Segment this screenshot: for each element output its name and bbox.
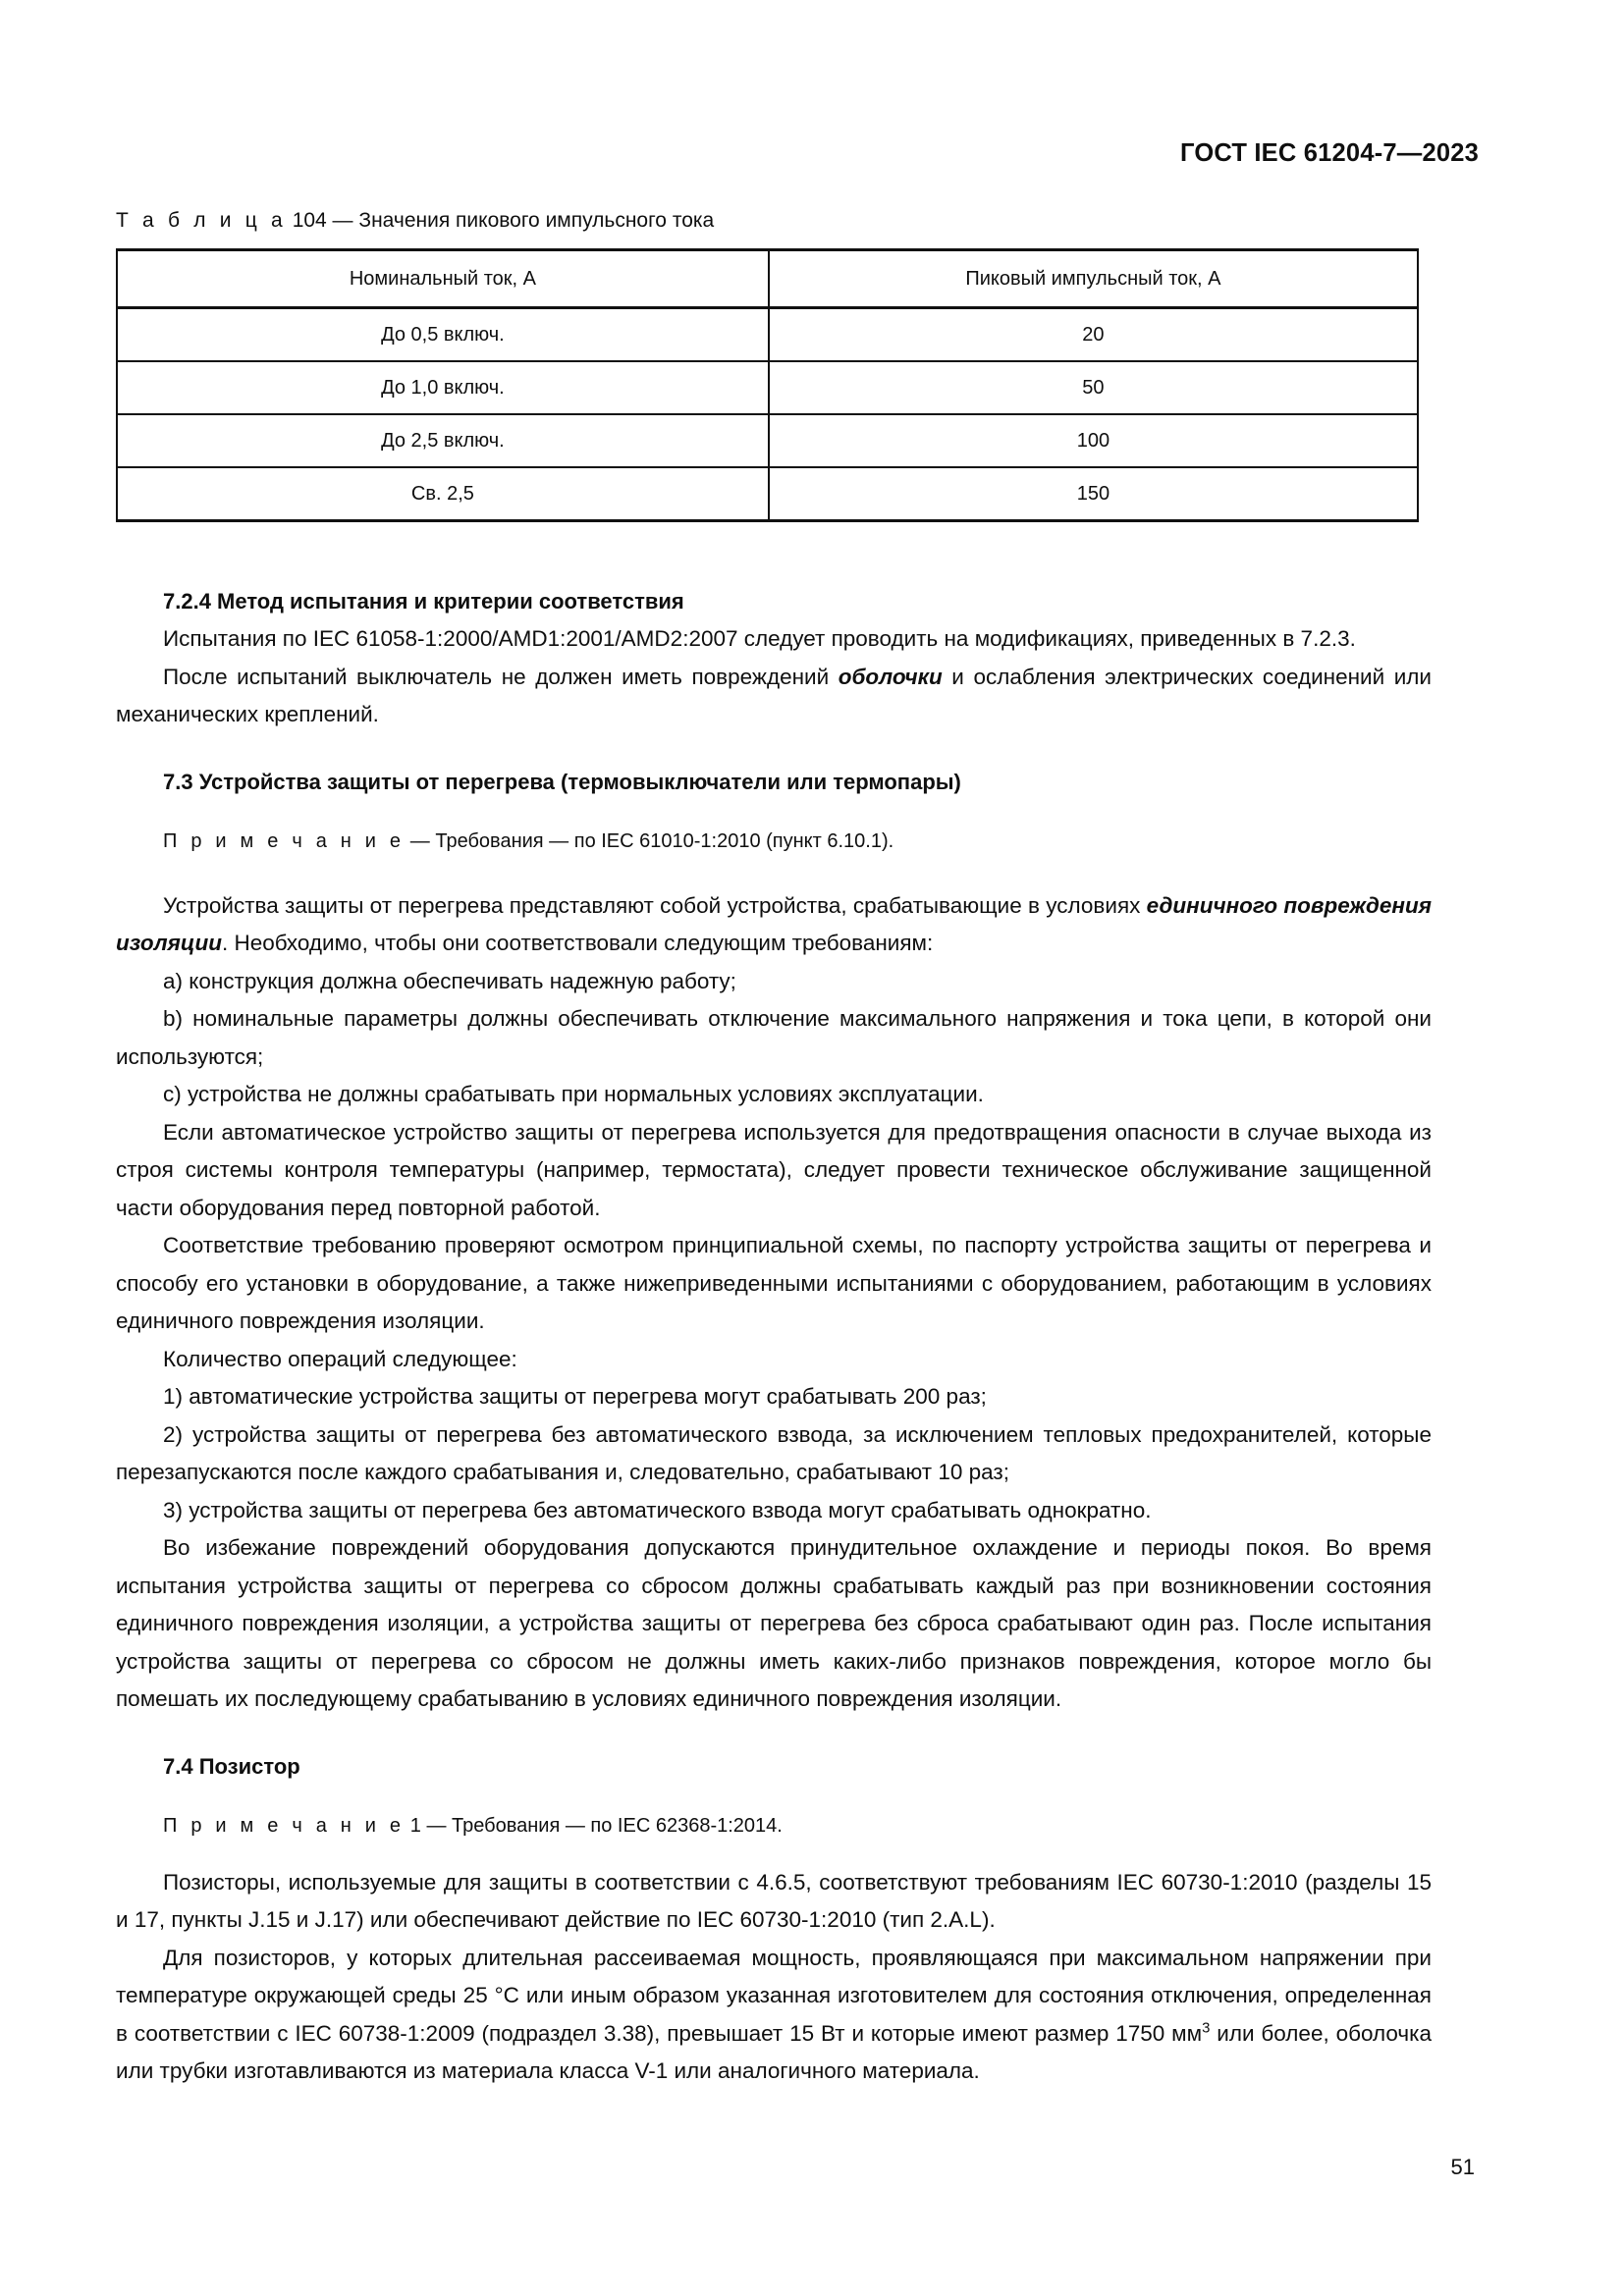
paragraph-7-4-2 xyxy=(116,1940,1432,2091)
note-label: П р и м е ч а н и е xyxy=(163,829,406,852)
paragraph-7-3-3: Соответствие требованию проверяют осмотром принципиальной схемы, по паспорту устройства защиты от перегрева и способу его установки в оборудование, а также нижеприведенными испытаниями с оборудованием, работающим в условиях единичного повреждения изоляции. xyxy=(116,1233,1432,1333)
note-label: П р и м е ч а н и е xyxy=(163,1814,406,1837)
cell-peak-pulse-current: 50 xyxy=(769,361,1418,414)
cell-peak-pulse-current: 150 xyxy=(769,467,1418,521)
table-row xyxy=(117,308,1418,362)
heading-7-3: 7.3 Устройства защиты от перегрева (термовыключатели или термопары) xyxy=(163,769,961,794)
table-header-row xyxy=(117,250,1418,308)
note-7-3 xyxy=(116,825,1432,858)
paragraph-7-3-1-part1: Устройства защиты от перегрева представляют собой устройства, срабатывающие в условиях xyxy=(163,892,1147,918)
heading-7-4: 7.4 Позистор xyxy=(163,1753,300,1779)
cell-rated-current: До 2,5 включ. xyxy=(117,414,769,467)
list-item-2: 2) устройства защиты от перегрева без автоматического взвода, за исключением тепловых предохранителей, которые перезапускаются после каждого срабатывания и, следовательно, срабатывают 10 раз; xyxy=(116,1421,1432,1484)
cell-rated-current: Св. 2,5 xyxy=(117,467,769,521)
paragraph-7-3-1 xyxy=(116,887,1432,963)
note-text: — Требования — по IEC 61010-1:2010 (пункт 6.10.1). xyxy=(405,829,894,852)
paragraph-7-3-1-part2: . Необходимо, чтобы они соответствовали следующим требованиям: xyxy=(221,931,934,955)
paragraph-7-3-2: Если автоматическое устройство защиты от перегрева используется для предотвращения опасности в случае выхода из строя системы контроля температуры (например, термостата), следует провести техническое обслуживание защищенной части оборудования перед повторной работой. xyxy=(116,1119,1432,1220)
note-7-4 xyxy=(116,1809,1432,1842)
emphasis-single-insulation-fault: единичного повреждения изоляции xyxy=(116,892,1432,955)
cell-peak-pulse-current: 20 xyxy=(769,308,1418,362)
paragraph-7-4-2-part1: Для позисторов, у которых длительная рассеиваемая мощность, проявляющаяся при максимальном напряжении при температуре окружающей среды 25 °C или иным образом указанная изготовителем для состояния отключения, определенная в соответствии с IEC 60738-1:2009 (подраздел 3.38), превышает 15 Вт и которые имеют размер 1750 мм xyxy=(116,1945,1432,2046)
table-row xyxy=(117,361,1418,414)
list-item-c: c) устройства не должны срабатывать при нормальных условиях эксплуатации. xyxy=(163,1082,984,1106)
list-item-b: b) номинальные параметры должны обеспечивать отключение максимального напряжения и тока цепи, в которой они используются; xyxy=(116,1006,1432,1069)
page-content xyxy=(116,209,1432,2091)
note-text: 1 — Требования — по IEC 62368-1:2014. xyxy=(405,1814,783,1837)
paragraph-7-3-4: Количество операций следующее: xyxy=(163,1346,517,1371)
page-number: 51 xyxy=(1450,2155,1475,2179)
column-header-peak-pulse-current: Пиковый импульсный ток, А xyxy=(769,250,1418,308)
cell-peak-pulse-current: 100 xyxy=(769,414,1418,467)
paragraph-7-2-4-1: Испытания по IEC 61058-1:2000/AMD1:2001/AMD2:2007 следует проводить на модификациях, приведенных в 7.2.3. xyxy=(163,626,1356,651)
table-caption xyxy=(116,209,1432,233)
emphasis-obolochki: оболочки xyxy=(838,664,943,689)
table-row xyxy=(117,414,1418,467)
paragraph-7-2-4-2-part2: и ослабления электрических соединений или механических креплений. xyxy=(116,664,1433,726)
heading-7-2-4: 7.2.4 Метод испытания и критерии соответствия xyxy=(163,589,684,614)
superscript-cubic: 3 xyxy=(1202,2020,1211,2036)
list-item-a: a) конструкция должна обеспечивать надежную работу; xyxy=(163,968,736,993)
peak-pulse-current-table xyxy=(116,248,1419,522)
paragraph-7-3-5: Во избежание повреждений оборудования допускаются принудительное охлаждение и периоды покоя. Во время испытания устройства защиты от перегрева со сбросом должны срабатывать каждый раз при возникновении состояния единичного повреждения изоляции, а устройства защиты от перегрева без сброса срабатывают один раз. После испытания устройства защиты от перегрева со сбросом не должны иметь каких-либо признаков повреждения, которое могло бы помешать их последующему срабатыванию в условиях единичного повреждения изоляции. xyxy=(116,1535,1432,1711)
column-header-rated-current: Номинальный ток, А xyxy=(117,250,769,308)
list-item-3: 3) устройства защиты от перегрева без автоматического взвода могут срабатывать однократно. xyxy=(163,1497,1152,1522)
running-header-standard-number: ГОСТ IEC 61204-7—2023 xyxy=(1180,139,1479,167)
cell-rated-current: До 0,5 включ. xyxy=(117,308,769,362)
paragraph-7-2-4-2-part1: После испытаний выключатель не должен иметь повреждений xyxy=(163,664,839,689)
table-caption-text: 104 — Значения пикового импульсного тока xyxy=(292,209,715,232)
table-row xyxy=(117,467,1418,521)
list-item-1: 1) автоматические устройства защиты от перегрева могут срабатывать 200 раз; xyxy=(163,1384,987,1409)
paragraph-7-2-4-2 xyxy=(116,659,1432,734)
paragraph-7-4-1: Позисторы, используемые для защиты в соответствии с 4.6.5, соответствуют требованиям IEC 60730-1:2010 (разделы 15 и 17, пункты J.15 и J.17) или обеспечивают действие по IEC 60730-1:2010 (тип 2.A.L). xyxy=(116,1869,1432,1932)
table-caption-label: Т а б л и ц а xyxy=(116,209,287,232)
paragraph-7-4-2-part2: или более, оболочка или трубки изготавливаются из материала класса V-1 или аналогичного материала. xyxy=(116,2020,1432,2083)
cell-rated-current: До 1,0 включ. xyxy=(117,361,769,414)
